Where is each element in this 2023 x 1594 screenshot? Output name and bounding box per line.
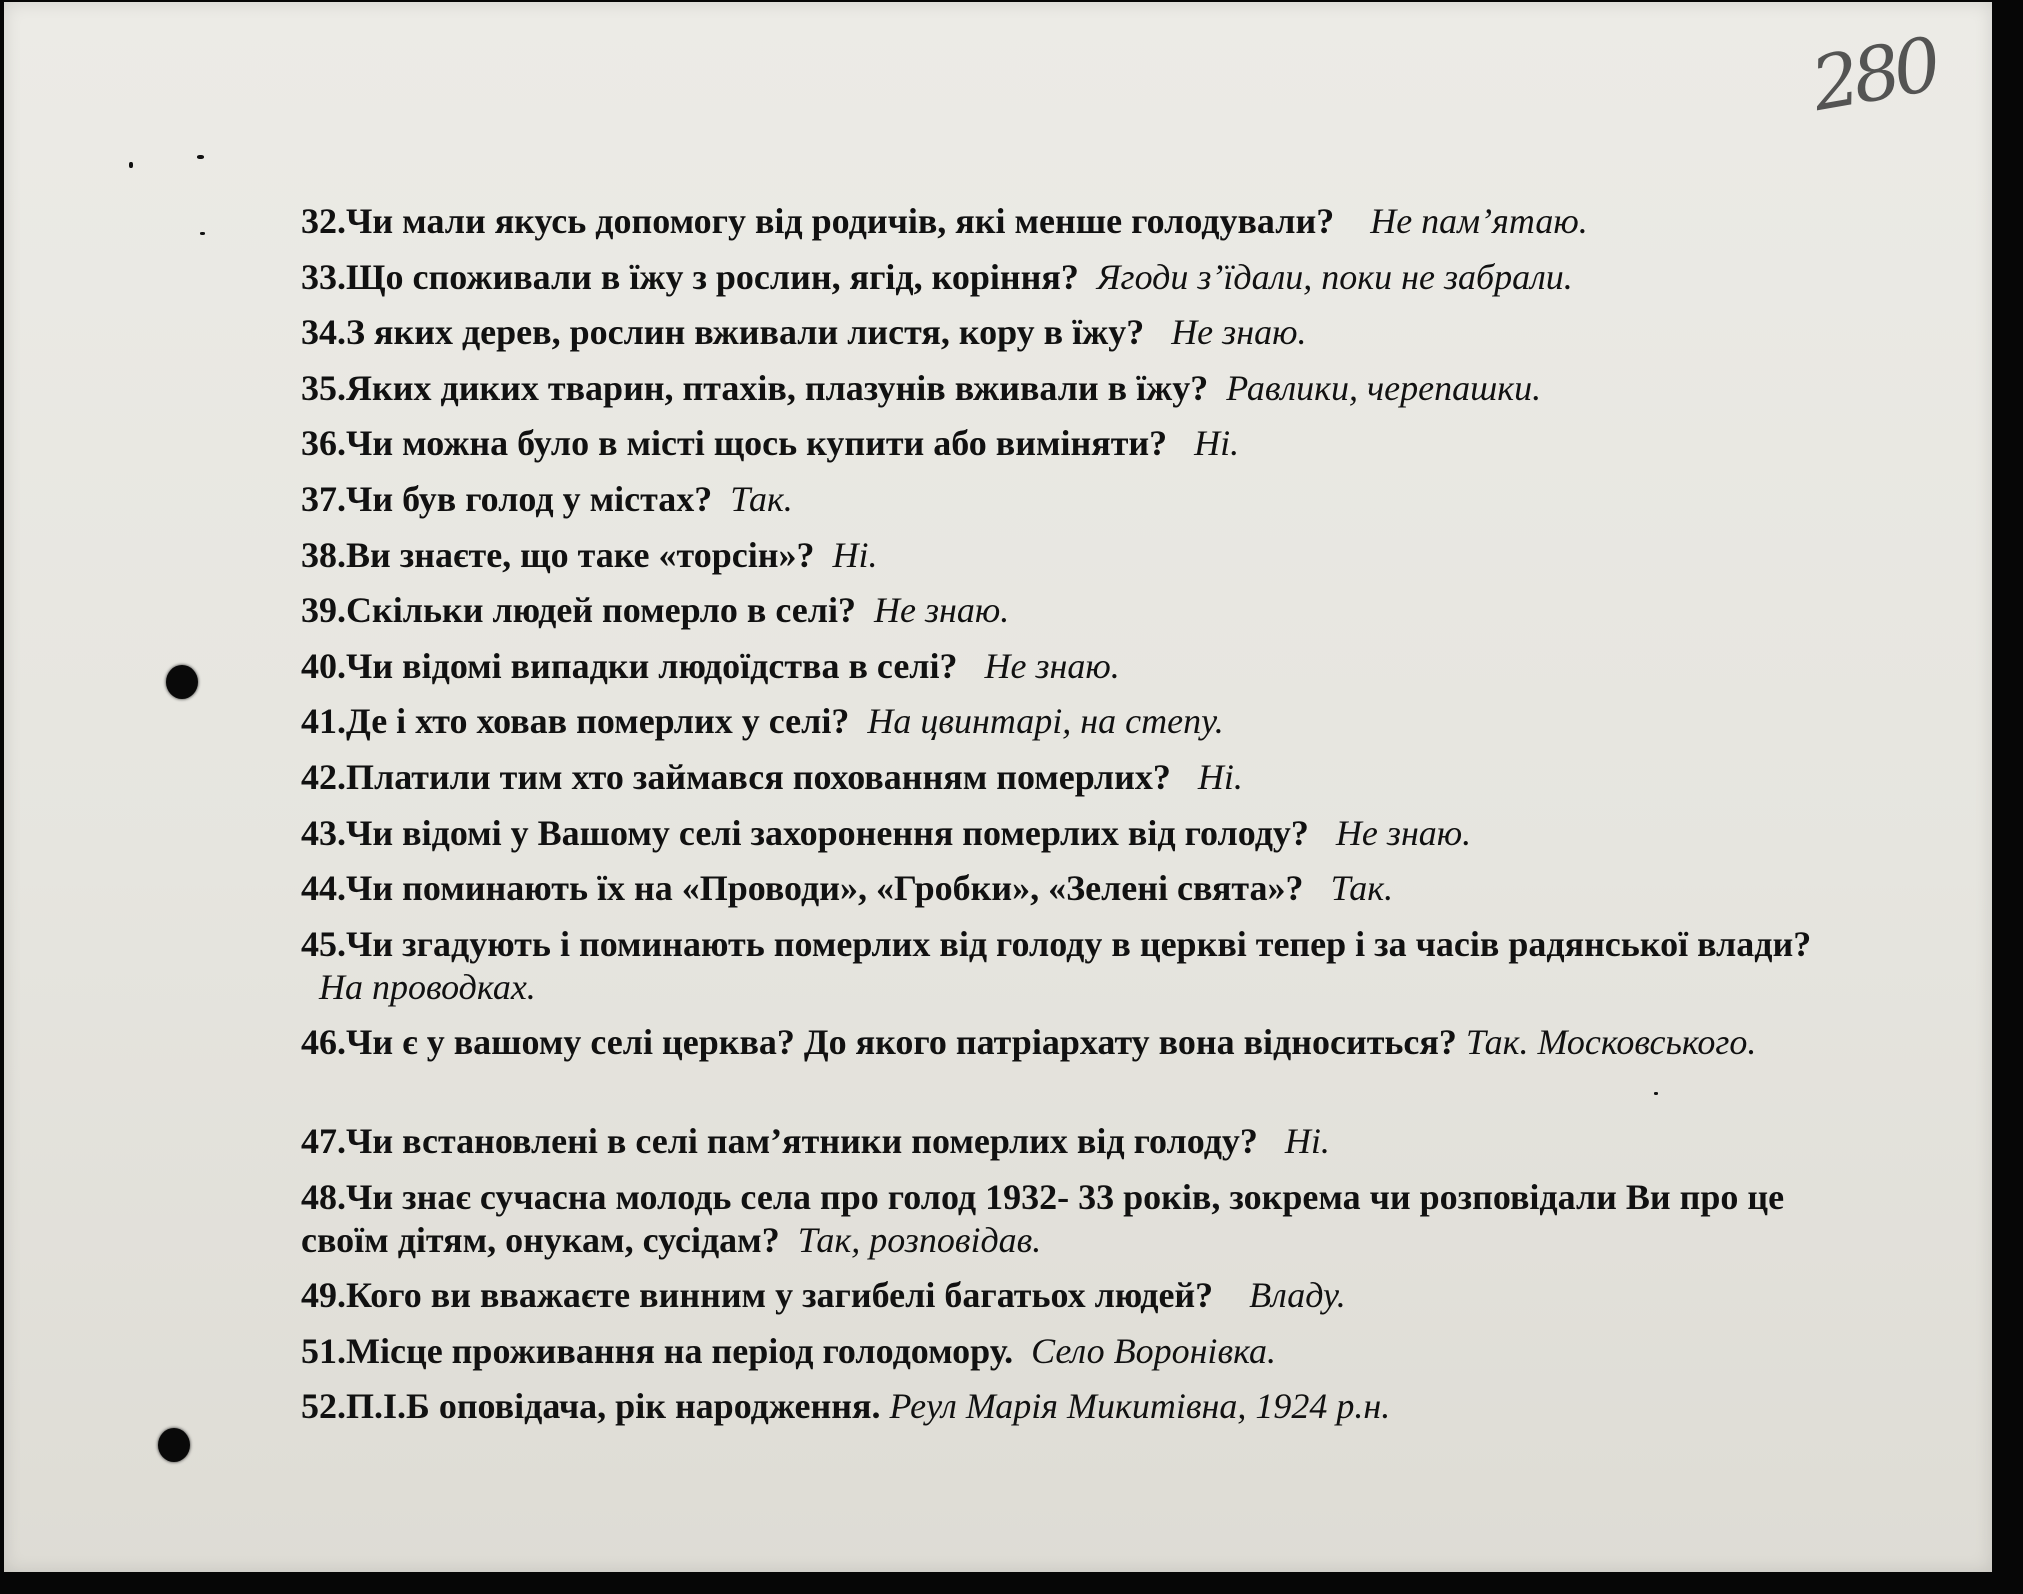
question-text: 38.Ви знаєте, що таке «торсін»? <box>301 534 815 575</box>
qa-item <box>301 700 1861 756</box>
answer-text: Ні. <box>1284 1120 1330 1161</box>
answer-text: Село Воронівка. <box>1031 1330 1277 1371</box>
question-text: 32.Чи мали якусь допомогу від родичів, які менше голодували? <box>301 201 1335 241</box>
answer-text: Не знаю. <box>984 645 1120 686</box>
qa-item <box>301 311 1861 367</box>
question-text: 42.Платили тим хто займався похованням померлих? <box>301 756 1171 797</box>
question-text: 48.Чи знає сучасна молодь села про голод 1932- 33 років, зокрема чи розповідали Ви про це своїм дітям, онукам, сусідам? <box>301 1176 1785 1260</box>
qa-item <box>301 200 1861 256</box>
answer-text: Равлики, черепашки. <box>1226 367 1542 408</box>
speck <box>200 232 205 235</box>
binder-hole <box>166 665 198 699</box>
qa-item <box>301 1330 1861 1386</box>
qa-item <box>301 589 1861 645</box>
answer-text: Ні. <box>1197 756 1243 797</box>
question-text: 35.Яких диких тварин, птахів, плазунів вживали в їжу? <box>301 367 1209 408</box>
question-text: 39.Скільки людей померло в селі? <box>301 590 856 631</box>
handwritten-page-number: 280 <box>1805 21 1942 129</box>
question-text: 47.Чи встановлені в селі пам’ятники померлих від голоду? <box>301 1120 1258 1161</box>
answer-text: Так. <box>730 478 793 519</box>
answer-text: Не знаю. <box>1335 812 1472 853</box>
qa-item <box>301 534 1861 590</box>
qa-item <box>301 367 1861 423</box>
qa-item <box>301 645 1861 701</box>
answer-text: Ягоди з’їдали, поки не забрали. <box>1096 256 1573 297</box>
qa-item <box>301 1120 1861 1176</box>
question-text: 41.Де і хто ховав померлих у селі? <box>301 701 850 742</box>
answer-text: Так, розповідав. <box>797 1219 1042 1260</box>
speck <box>129 162 133 168</box>
answer-text: На цвинтарі, на степу. <box>867 701 1224 742</box>
question-text: 44.Чи поминають їх на «Проводи», «Гробки», «Зелені свята»? <box>301 868 1304 909</box>
question-text: 45.Чи згадують і поминають померлих від голоду в церкві тепер і за часів радянської влади? <box>301 923 1812 964</box>
question-text: 36.Чи можна було в місті щось купити або виміняти? <box>301 423 1168 464</box>
question-text: 43.Чи відомі у Вашому селі захоронення померлих від голоду? <box>301 812 1309 853</box>
answer-text: Так. Московського. <box>1465 1022 1757 1063</box>
answer-text: Не пам’ятаю. <box>1370 201 1588 241</box>
question-text: 51.Місце проживання на період голодомору. <box>301 1330 1014 1371</box>
answer-text: Так. <box>1330 868 1394 909</box>
question-text: 52.П.І.Б оповідача, рік народження. <box>301 1386 881 1427</box>
qa-item <box>301 867 1861 923</box>
question-text: 46.Чи є у вашому селі церква? До якого патріархату вона відноситься? <box>301 1022 1457 1063</box>
qa-item <box>301 1176 1861 1275</box>
answer-text: Не знаю. <box>873 590 1010 631</box>
qa-item <box>301 1385 1861 1441</box>
answer-text: Ні. <box>1194 423 1240 464</box>
answer-text: Не знаю. <box>1171 312 1307 353</box>
paper-sheet <box>4 2 1992 1572</box>
qa-item <box>301 812 1861 868</box>
qa-item <box>301 1274 1861 1330</box>
qa-item <box>301 478 1861 534</box>
answer-text: Ні. <box>832 534 878 575</box>
answer-text: Владу. <box>1249 1275 1346 1316</box>
speck <box>197 155 204 159</box>
question-text: 40.Чи відомі випадки людоїдства в селі? <box>301 645 958 686</box>
questionnaire <box>301 200 1861 1441</box>
qa-item <box>301 256 1861 312</box>
qa-item <box>301 923 1861 1022</box>
question-text: 34.З яких дерев, рослин вживали листя, кору в їжу? <box>301 312 1145 353</box>
answer-text: Реул Марія Микитівна, 1924 р.н. <box>889 1386 1391 1427</box>
binder-hole <box>158 1428 190 1462</box>
question-text: 49.Кого ви вважаєте винним у загибелі багатьох людей? <box>301 1275 1214 1316</box>
qa-item <box>301 1021 1861 1120</box>
question-text: 33.Що споживали в їжу з рослин, ягід, коріння? <box>301 256 1079 297</box>
question-text: 37.Чи був голод у містах? <box>301 478 713 519</box>
qa-item <box>301 422 1861 478</box>
answer-text: На проводках. <box>319 966 536 1007</box>
qa-item <box>301 756 1861 812</box>
